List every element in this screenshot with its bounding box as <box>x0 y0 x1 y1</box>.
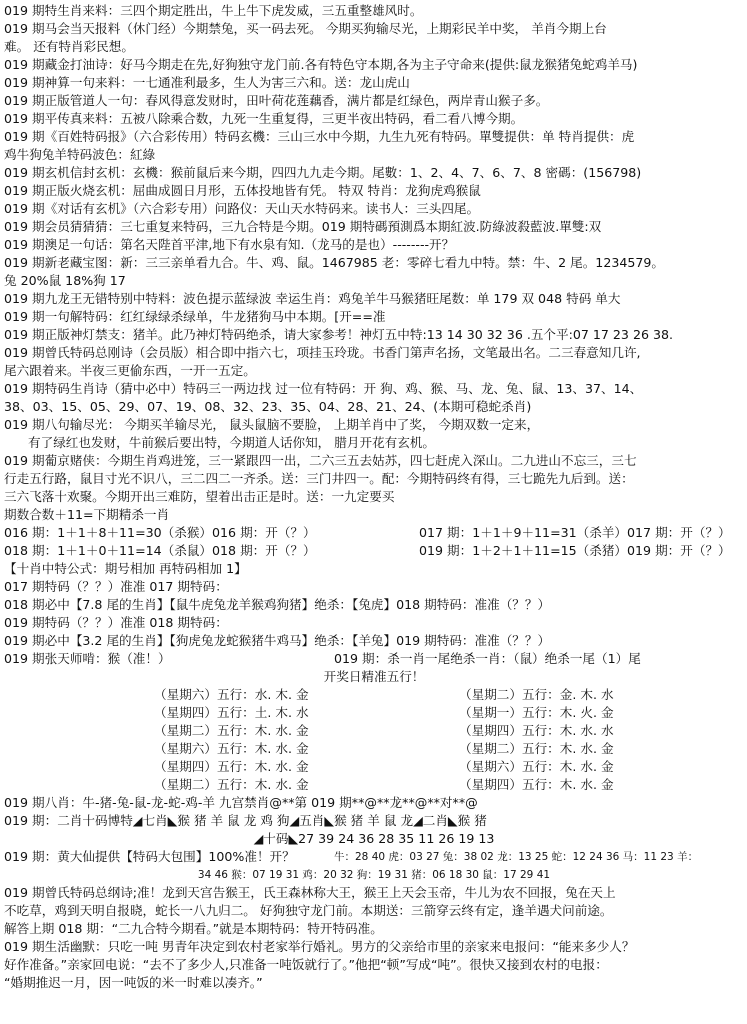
text-line: 34 46 猴：07 19 31 鸡：20 32 狗：19 31 猪：06 18 30 鼠：17 29 41 <box>197 869 551 881</box>
wuxing-row: （星期四）五行：木. 水. 金 （星期六）五行：木. 水. 金 <box>154 759 614 774</box>
text-line: 019 期平传真来料：五被八除乘合数，九死一生重复得，三更半夜出特码，看二看八博今期。 <box>4 111 524 126</box>
text-line: 019 期九龙王无错特别中特料：波色提示蓝绿波 幸运生肖：鸡兔羊牛马猴猪旺尾数：单 179 双 048 特码 单大 <box>4 291 621 306</box>
text-line: 019 期：二肖十码博特◢七肖◣猴 猪 羊 鼠 龙 鸡 狗◢五肖◣猴 猪 羊 鼠 龙◢二肖◣猴 猪 <box>4 813 487 828</box>
formula-row <box>4 524 744 542</box>
text-line: 019 期玄机信封玄机：玄機：猴前鼠后来今期，四四九九走今期。尾數：1、2、4、7、6、7、8 密碼：(156798) <box>4 165 642 180</box>
text-line: 017 期特码（？？）准准 017 期特码： <box>4 579 228 594</box>
formula-016: 016 期：1＋1＋8＋11=30（杀猴）016 期：开（？） <box>4 525 316 540</box>
document-body <box>4 2 744 992</box>
text-line: 有了绿红也发财，牛前猴后要出特，今期道人话你知， 腊月开花有玄机。 <box>28 435 436 450</box>
text-line: 019 期特码生肖诗（猜中必中）特码三一两边找 过一位有特码：开 狗、鸡、猴、马、龙、兔、鼠、13、37、14、 <box>4 381 643 396</box>
text-line: 019 期曾氏特码总刚诗（会员版）相合即中指六七，项挂玉玲珑。书香门第声名扬，文笔最出名。二三春意知几许, <box>4 345 641 360</box>
formula-018: 018 期：1＋1＋0＋11=14（杀鼠）018 期：开（？） <box>4 543 316 558</box>
text-line: 019 期正版火烧玄机：屈曲成圆日月形，五体投地皆有凭。 特双 特肖：龙狗虎鸡猴鼠 <box>4 183 481 198</box>
wuxing-row: （星期四）五行：土. 木. 水 （星期一）五行：木. 火. 金 <box>154 705 614 720</box>
text-line: 019 期一句解特码：红红绿绿杀绿单，牛龙猪狗马中本期。[开==准 <box>4 309 386 324</box>
text-line: 019 期特生肖来料：三四个期定胜出，牛上牛下虎发威，三五重整雄风时。 <box>4 3 423 18</box>
zhang-right: 019 期：杀一肖一尾绝杀一肖：（鼠）绝杀一尾（1）尾 <box>334 651 641 666</box>
text-line: 019 期葡京赌侠：今期生肖鸡进笼，三一紧跟四一出，二六三五去姑苏，四七赶虎入深山。二九进山不忘三，三七 <box>4 453 637 468</box>
text-line: 018 期必中【7.8 尾的生肖】【鼠牛虎兔龙羊猴鸡狗猪】绝杀：【兔虎】018 期特码：准准（？？） <box>4 597 551 612</box>
text-line: 019 期神算一句来料：一七通准利最多，生人为害三六和。送：龙山虎山 <box>4 75 410 90</box>
wuxing-row: （星期六）五行：水. 木. 金 （星期二）五行：金. 木. 水 <box>154 687 614 702</box>
text-line: 行走五行路，鼠目寸光不识八，三二四二一齐杀。送：三门井四一。配：今期特码终有得，三七跪先九后到。送： <box>4 471 634 486</box>
text-line: 019 期正版管道人一句：春风得意发财时，田叶荷花莲藕香，满片都是红绿色，两岸青山猴子多。 <box>4 93 549 108</box>
text-line: 019 期《百姓特码报》（六合彩传用）特码玄機：三山三水中今期，九生九死有特码。單雙提供：单 特肖提供：虎 <box>4 129 635 144</box>
text-line: 019 期会员猜猜猜：三七重复来特码，三九合特是今期。019 期特碼預測爲本期紅波.防綠波殺藍波.單雙:双 <box>4 219 602 234</box>
text-line: 019 期澳足一句话：第名天陛首平津,地下有水泉有知.（龙马的是也）--------开？ <box>4 237 455 252</box>
text-line: 019 期特码（？？）准准 018 期特码： <box>4 615 228 630</box>
text-line: 难。 还有特肖彩民想。 <box>4 39 134 54</box>
huang-row <box>4 848 744 866</box>
formula-019: 019 期：1＋2＋1＋11=15（杀猪）019 期：开（？） <box>419 543 731 558</box>
text-line: 兔 20%鼠 18%狗 17 <box>4 273 126 288</box>
text-line: 三六飞落十欢聚。今期开出三难防，望着出击正是时。送：一九定要买 <box>4 489 395 504</box>
huang-left: 019 期：黄大仙提供【特码大包围】100%准！开？ <box>4 849 295 864</box>
text-line: 好作准备。”亲家回电说：“去不了多少人,只准备一吨饭就行了。”他把“顿”写成“吨”。很快又接到农村的电报： <box>4 957 608 972</box>
formula-017: 017 期：1＋1＋9＋11=31（杀羊）017 期：开（？） <box>419 525 731 540</box>
text-line: 期数合数＋11=下期精杀一肖 <box>4 507 170 522</box>
huang-right: 牛：28 40 虎：03 27 兔：38 02 龙：13 25 蛇：12 24 36 马：11 23 羊： <box>334 851 699 863</box>
text-line: 019 期《对话有玄机》（六合彩专用）问路仪：天山天水特码来。读书人：三头四尾。 <box>4 201 480 216</box>
text-line: 尾六跟着来。半夜三更偷东西，一开一五定。 <box>4 363 256 378</box>
text-line: 38、03、15、05、29、07、19、08、32、23、35、04、28、21、24、(本期可稳蛇杀肖) <box>4 399 532 414</box>
text-line: 019 期曾氏特码总纲诗;准！龙到天宫告猴王，氏王森林称大王，猴王上天会玉帝，牛儿为农不回报，兔在天上 <box>4 885 616 900</box>
wuxing-title: 开奖日精准五行！ <box>323 669 425 684</box>
zhang-row <box>4 650 744 668</box>
wuxing-row: （星期六）五行：木. 水. 金 （星期二）五行：木. 水. 金 <box>154 741 614 756</box>
text-line: 解答上期 018 期：“二九合特今期看。”就是本期特码：特开特码准。 <box>4 921 383 936</box>
text-line: 019 期生活幽默：只吃一吨 男青年决定到农村老家举行婚礼。男方的父亲给市里的亲家来电报问：“能来多少人？ <box>4 939 635 954</box>
formula-row <box>4 542 744 560</box>
text-line: 019 期八句输尽光： 今期买羊输尽光， 鼠头鼠脑不要脸， 上期羊肖中了奖， 今期双数一定来， <box>4 417 540 432</box>
text-line: 【十肖中特公式：期号相加 再特码相加 1】 <box>4 561 247 576</box>
text-line: 019 期马会当天报料（休门经）今期禁兔，买一码去死。 今期买狗输尽光，上期彩民羊中奖， 羊肖今期上台 <box>4 21 607 36</box>
wuxing-row: （星期二）五行：木. 水. 金 （星期四）五行：木. 水. 水 <box>154 723 614 738</box>
text-line: ◢十码◣27 39 24 36 28 35 11 26 19 13 <box>253 831 495 846</box>
text-line: 019 期新老藏宝图：新：三三亲单看九合。牛、鸡、鼠。1467985 老：零碎七看九中特。禁：牛、2 尾。1234579。 <box>4 255 664 270</box>
text-line: 019 期正版神灯禁支：猪羊。此乃神灯特码绝杀，请大家参考！神灯五中特:13 14 30 32 36 .五个平:07 17 23 26 38. <box>4 327 673 342</box>
text-line: “婚期推迟一月，因一吨饭的米一时难以凑齐。” <box>4 975 263 990</box>
text-line: 鸡牛狗兔羊特码波色：紅綠 <box>4 147 156 162</box>
text-line: 不吃草，鸡到天明自报晓，蛇长一八九归二。 好狗独守龙门前。本期送：三箭穿云终有定，逢羊遇犬问前途。 <box>4 903 613 918</box>
text-line: 019 期藏金打油诗：好马今期走在先,好狗独守龙门前.各有特色守本期,各为主子守命来(提供:鼠龙猴猪兔蛇鸡羊马) <box>4 57 638 72</box>
zhang-left: 019 期张天师啃：猴（准！） <box>4 651 171 666</box>
text-line: 019 期八肖：牛-猪-兔-鼠-龙-蛇-鸡-羊 九宫禁肖@**第 019 期**@**龙**@**对**@ <box>4 795 478 810</box>
wuxing-row: （星期二）五行：木. 水. 金 （星期四）五行：木. 水. 金 <box>154 777 614 792</box>
text-line: 019 期必中【3.2 尾的生肖】【狗虎兔龙蛇猴猪牛鸡马】绝杀：【羊兔】019 期特码：准准（？？） <box>4 633 551 648</box>
